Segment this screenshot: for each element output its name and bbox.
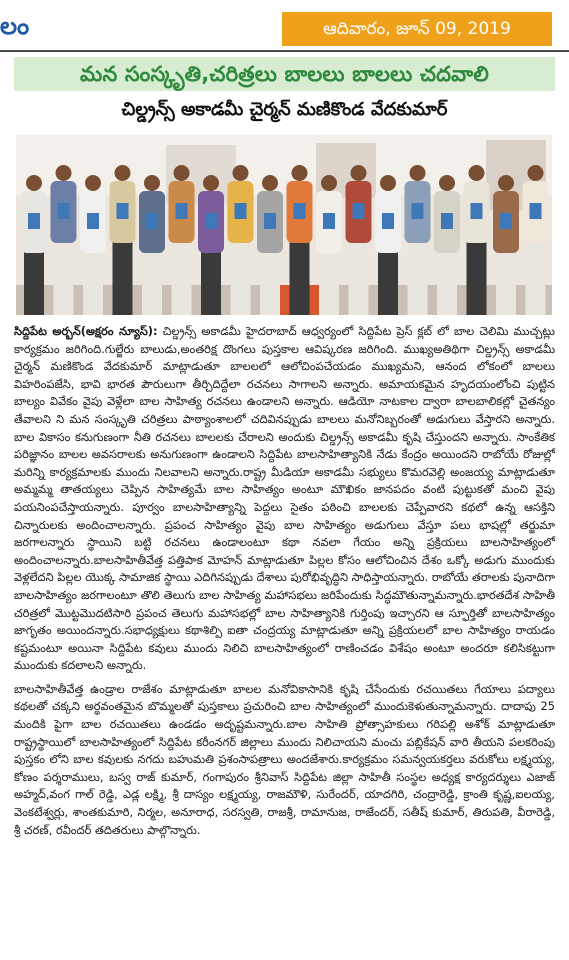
article-body bbox=[14, 323, 555, 839]
newspaper-logo: లం bbox=[0, 12, 30, 40]
person-silhouette bbox=[405, 165, 431, 315]
person-silhouette bbox=[257, 175, 283, 315]
date-banner: ఆదివారం, జూన్ 09, 2019 bbox=[282, 12, 552, 46]
person-silhouette bbox=[434, 175, 460, 315]
masthead bbox=[0, 0, 569, 50]
news-photo bbox=[16, 135, 552, 315]
person-silhouette bbox=[287, 165, 313, 315]
person-silhouette bbox=[169, 165, 195, 315]
article-paragraph bbox=[14, 681, 555, 839]
person-silhouette bbox=[523, 165, 549, 315]
subheadline: చిల్డ్రన్స్ అకాడమీ చైర్మన్ మణికొండ వేదకుమార్ bbox=[121, 99, 448, 120]
person-silhouette bbox=[316, 175, 342, 315]
person-silhouette bbox=[198, 175, 224, 315]
person-silhouette bbox=[346, 165, 372, 315]
paragraph-text: చిల్డ్రన్స్ అకాడమీ హైదరాబాద్ ఆధ్వర్యంలో సిద్దిపేట ప్రెస్ క్లబ్ లో బాల చెలిమి ముచ్చట్లు కార్యక్రమం జరిగింది.గుల్జేరు బాలుడు,అంతరిక్ష దొంగలు పుస్తకాల ఆవిష్కరణ జరిగింది. ముఖ్యఅతిథిగా చిల్డ్రన్స్ అకాడమీ చైర్మన్ మణికొండ వేదకుమార్ మాట్లాడుతూ బాలలలో ఆలోచింపచేయడం ముఖ్యమని, ఆనంద లోకంలో బాలలు విహరింపజేసి, భావి భారత పౌరులుగా తీర్చిదిద్దేలా రచనలు సాగాలని అన్నారు. అమాయకమైన హృదయంలోంచి పుట్టిన బాల్యం వివేకం వైపు వెళ్లేలా బాల సాహిత్య రచనలు ఉండాలని అన్నారు. ఆడియో నాటకాల ద్వారా బాలబాలికల్లో చైతన్యం తేవాలని ని మన సంస్కృతి చరిత్రలు పాఠ్యాంశాలలో చదివినప్పుడు బాలలు మనోనిబ్బరంతో అడుగులు వేస్తారని అన్నారు. బాల వికాసం కనుగుణంగా నీతి రచనలు బాలలకు చేరాలని అందుకు చిల్డ్రన్స్ అకాడమీ కృషి చేస్తుందని అన్నారు. సాంకేతిక పరిజ్ఞానం బాలల అవసరాలకు అనుగుణంగా ఉండాలని సిద్దిపేట బాలసాహిత్యానికి నేడు కేంద్రం అయిందని రాబోయే రోజుల్లో మరిన్ని కార్యక్రమాలకు ముందు నిలవాలని అన్నారు.రాష్ట్ర మీడియా అకాడమీ సభ్యులు కొమరవెల్లి అంజయ్య మాట్లాడుతూ అమ్మమ్మ తాతయ్యలు చెప్పిన సాహిత్యమే బాల సాహిత్యం అంటూ మౌఖికం జానపదం వంటి పుట్టుకతో మంచి వైపు పయనింపచేస్తాయన్నారు. పూర్వం బాలసాహిత్యాన్ని పెద్దలు సైతం పఠించి బాలలకు చెప్పేవారని కథలో ఉన్న ఆసక్తిని చిన్నారులకు అందించాలన్నారు. ప్రపంచ సాహిత్యం వైపు బాల సాహిత్యం అడుగులు వేస్తూ పలు భాషల్లో తర్జుమా జరగాలన్నారు స్థాయిని బట్టి రచనలు ఉండాలంటూ కథా నవలా గేయం అన్ని ప్రక్రియలు బాలసాహిత్యంలో అందించాలన్నారు.బాలసాహితీవేత్త పత్తిపాక మోహన్ మాట్లాడుతూ పిల్లల కోసం ఆలోచించిన దేశం ఒక్కో అడుగు ముందుకు వెళ్లలేదని పిల్లల యొక్క సామాజిక స్థాయి ఎదిగినప్పుడు దేశాలు పురోభివృద్ధిని సాధిస్తాయన్నారు. రాబోయే తరాలకు పునాదిగా బాలసాహిత్యం జరగాలంటూ తొలి తెలుగు బాల సాహిత్య మహాసభలు జరిపేందుకు సిద్ధమౌతున్నామన్నారు.భారతదేశ సాహితీ చరిత్రలో మొట్టమొదటిసారి ప్రపంచ తెలుగు మహాసభల్లో బాల సాహిత్యానికి గుర్తింపు ఇచ్చారని ఆ స్ఫూర్తితో బాలసాహిత్యం జాగృతం అయిందన్నారు.సభాధ్యక్షులు కథాశిల్పి ఐతా చంద్రయ్య మాట్లాడుతూ అన్ని ప్రక్రియలలో బాల సాహిత్యం రాయడం కష్టమంటూ అయినా సిద్దిపేట కవులు ముందు నిలిచి బాలసాహిత్యంలో రాణించడం విశేషం అంటూ అందరూ కలిసికట్టుగా ముందుకు కదలాలని అన్నారు. bbox=[14, 324, 555, 673]
person-silhouette bbox=[493, 175, 519, 315]
person-silhouette bbox=[21, 175, 47, 315]
person-silhouette bbox=[80, 175, 106, 315]
group-photo-image bbox=[16, 135, 552, 315]
person-silhouette bbox=[139, 175, 165, 315]
person-silhouette bbox=[110, 165, 136, 315]
headline: మన సంస్కృతి,చరిత్రలు బాలలు బాలలు చదవాలి bbox=[14, 57, 555, 91]
article-paragraph bbox=[14, 323, 555, 675]
dateline: సిద్దిపేట అర్బన్(అక్షరం న్యూస్): bbox=[14, 324, 158, 338]
header-divider bbox=[0, 50, 569, 52]
person-silhouette bbox=[375, 175, 401, 315]
person-silhouette bbox=[228, 165, 254, 315]
paragraph-text: బాలసాహితీవేత్త ఉండ్రాల రాజేశం మాట్లాడుతూ బాలల మనోవికాసానికి కృషి చేసేందుకు రచయితలు గేయాలు పద్యాలు కథలతో చక్కని అర్థవంతమైన బొమ్మలతో పుస్తకాలు ప్రచురించి బాల సాహిత్యంలో ముందుకెళుతున్నామన్నారు. దాదాపు 25 మందికి పైగా బాల రచయితలు ఉండడం అదృష్టమన్నారు.బాల సాహితి ప్రోత్సాహకులు గరిపల్లి అశోక్ మాట్లాడుతూ రాష్ట్రస్థాయిలో బాలసాహిత్యంలో సిద్దిపేట కరీంనగర్ జిల్లాలు ముందు నిలిచాయని మంచు పబ్లికేషన్ వారి తీయని పలకరింపు పుస్తకం లోని బాల కవులకు నగదు బహుమతి ప్రశంసాపత్రాలు అందజేశారు.కార్యక్రమం సమన్వయకర్తలు వరుకోలు లక్ష్మయ్య, కోణం పర్శరాములు, బస్వ రాజ్ కుమార్, గంగాపురం శ్రీనివాస్ సిద్దిపేట జిల్లా సాహితీ సంస్థల అధ్యక్ష కార్యదర్శులు ఎజాజ్ అహ్మద్,వంగ గాల్ రెడ్డి, ఎడ్ల లక్ష్మి, శ్రీ దాస్యం లక్ష్మయ్య, రాజమౌళి, సురేందర్, యాదగిరి, చంద్రారెడ్డి, క్రాంతి కృష్ణ,ఐలయ్య, వెంకటేశ్వర్లు, శాంతకుమారి, నిర్మల, అనూరాధ, సరస్వతి, రాజశ్రీ, రామానుజ, రాజేందర్, సతీష్ కుమార్, తిరుపతి, వీరారెడ్డి, శ్రీ చరణ్, రవీందర్ తదితరులు పాల్గొన్నారు. bbox=[14, 681, 555, 837]
person-silhouette bbox=[464, 165, 490, 315]
person-silhouette bbox=[51, 165, 77, 315]
